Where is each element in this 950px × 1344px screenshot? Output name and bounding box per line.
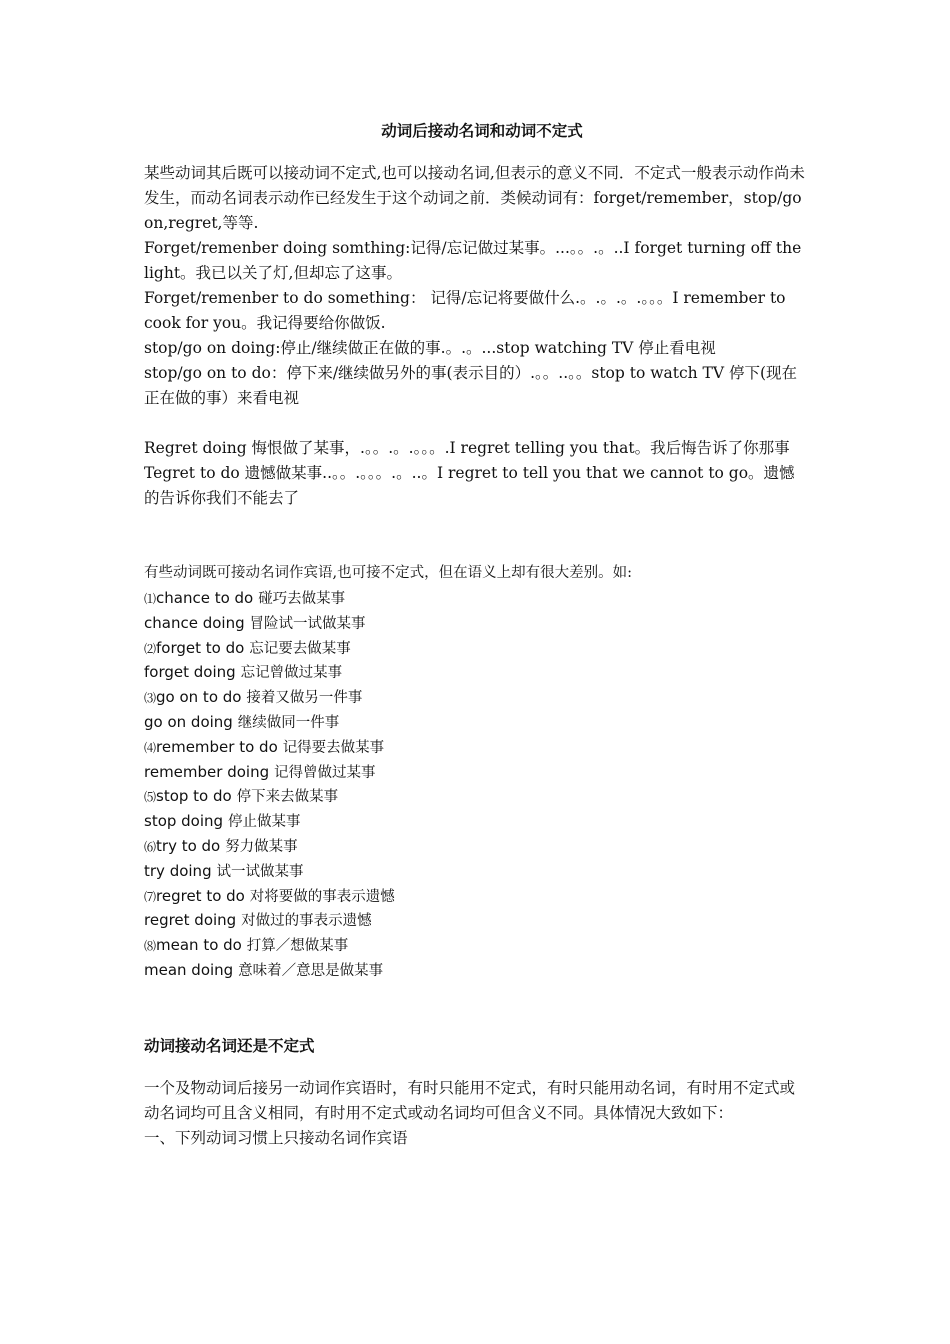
verb-pair-item xyxy=(144,933,808,958)
verb-meaning: 冒险试一试做某事 xyxy=(249,615,366,632)
verb-meaning: 努力做某事 xyxy=(225,838,298,855)
verb-pair-item xyxy=(144,586,808,611)
verb-pair-list xyxy=(144,586,808,983)
forget-doing-line: Forget/remenber doing somthing:记得/忘记做过某事。...。。.。..I forget turning off the light。我已以关了灯,但却忘了这事。 xyxy=(144,239,802,282)
spacer xyxy=(144,411,808,436)
verb-phrase: regret doing xyxy=(144,911,237,930)
verb-phrase: chance to do xyxy=(156,589,254,607)
verb-pair-item xyxy=(144,735,808,760)
verb-phrase: go on doing xyxy=(144,712,233,731)
section-heading: 动词接动名词还是不定式 xyxy=(144,1035,315,1055)
verb-pair-item xyxy=(144,859,808,884)
verb-phrase: mean doing xyxy=(144,960,234,979)
verb-phrase: stop to do xyxy=(156,787,232,806)
intro-paragraph: 某些动词其后既可以接动词不定式,也可以接动名词,但表示的意义不同．不定式一般表示动作尚未发生，而动名词表示动作已经发生于这个动词之前．类候动词有：forget/remember，stop/go on,regret,等等. xyxy=(144,164,805,232)
verb-pair-item xyxy=(144,611,808,636)
verb-pair-item xyxy=(144,660,808,685)
verb-phrase: go on to do xyxy=(156,688,242,707)
verb-phrase: stop doing xyxy=(144,812,224,831)
document-page xyxy=(144,118,808,1151)
verb-meaning: 接着又做另一件事 xyxy=(246,690,363,707)
verb-pair-item xyxy=(144,636,808,661)
verb-meaning: 对将要做的事表示遗憾 xyxy=(249,888,395,905)
stop-doing-line: stop/go on doing:停止/继续做正在做的事.。.。...stop watching TV 停止看电视 xyxy=(144,339,716,357)
verb-phrase: regret to do xyxy=(156,886,245,905)
item-number: ⑵ xyxy=(144,641,157,656)
verb-meaning: 记得要去做某事 xyxy=(282,739,385,756)
verb-phrase: forget doing xyxy=(144,663,236,682)
section-body: 一个及物动词后接另一动词作宾语时，有时只能用不定式，有时只能用动名词，有时用不定式或动名词均可且含义相同，有时用不定式或动名词均可但含义不同。具体情况大致如下： xyxy=(144,1078,796,1122)
item-number: ⑺ xyxy=(144,889,157,904)
spacer xyxy=(144,983,808,1027)
verb-meaning: 意味着／意思是做某事 xyxy=(238,962,384,979)
verb-pair-item xyxy=(144,760,808,785)
verb-meaning: 碰巧去做某事 xyxy=(258,591,346,607)
verb-meaning: 对做过的事表示遗憾 xyxy=(241,913,372,930)
verb-pair-item xyxy=(144,884,808,909)
forget-to-do-line: Forget/remenber to do something： 记得/忘记将要做什么.。.。.。.。。。I remember to cook for you。我记得要给你做饭. xyxy=(144,289,786,332)
verb-phrase: chance doing xyxy=(144,613,245,632)
verb-pair-item xyxy=(144,958,808,983)
verb-pair-item xyxy=(144,710,808,735)
verb-pair-item xyxy=(144,685,808,710)
list-intro: 有些动词既可接动名词作宾语,也可接不定式，但在语义上却有很大差别。如: xyxy=(144,565,632,581)
item-number: ⑹ xyxy=(144,839,157,854)
spacer xyxy=(144,511,808,555)
item-number: ⑻ xyxy=(144,939,157,954)
verb-phrase: mean to do xyxy=(156,936,242,955)
verb-meaning: 停下来去做某事 xyxy=(236,789,339,806)
document-title: 动词后接动名词和动词不定式 xyxy=(381,121,583,140)
verb-meaning: 试一试做某事 xyxy=(216,863,304,880)
verb-phrase: remember doing xyxy=(144,762,270,781)
regret-to-do-line: Tegret to do 遗憾做某事..。。.。。。.。..。I regret to tell you that we cannot to go。遗憾的告诉你我们不能去了 xyxy=(144,464,795,507)
verb-phrase: try doing xyxy=(144,861,212,880)
regret-doing-line: Regret doing 悔恨做了某事，.。。.。.。。。.I regret telling you that。我后悔告诉了你那事 xyxy=(144,439,790,457)
stop-to-do-line: stop/go on to do：停下来/继续做另外的事(表示目的）.。。..。。stop to watch TV 停下(现在正在做的事）来看电视 xyxy=(144,364,798,407)
item-number: ⑸ xyxy=(144,790,157,805)
verb-pair-item xyxy=(144,809,808,834)
verb-meaning: 打算／想做某事 xyxy=(246,938,349,955)
verb-meaning: 停止做某事 xyxy=(228,814,301,831)
item-number: ⑴ xyxy=(144,592,157,606)
verb-pair-item xyxy=(144,784,808,809)
verb-phrase: try to do xyxy=(156,836,221,855)
verb-meaning: 继续做同一件事 xyxy=(237,714,340,731)
section-item-1: 一、下列动词习惯上只接动名词作宾语 xyxy=(144,1128,408,1147)
verb-pair-item xyxy=(144,908,808,933)
verb-meaning: 记得曾做过某事 xyxy=(274,764,376,781)
verb-meaning: 忘记曾做过某事 xyxy=(240,665,343,682)
verb-phrase: remember to do xyxy=(156,737,278,756)
verb-phrase: forget to do xyxy=(156,638,245,657)
item-number: ⑶ xyxy=(144,691,157,706)
item-number: ⑷ xyxy=(144,740,157,755)
verb-meaning: 忘记要去做某事 xyxy=(249,640,351,657)
verb-pair-item xyxy=(144,834,808,859)
